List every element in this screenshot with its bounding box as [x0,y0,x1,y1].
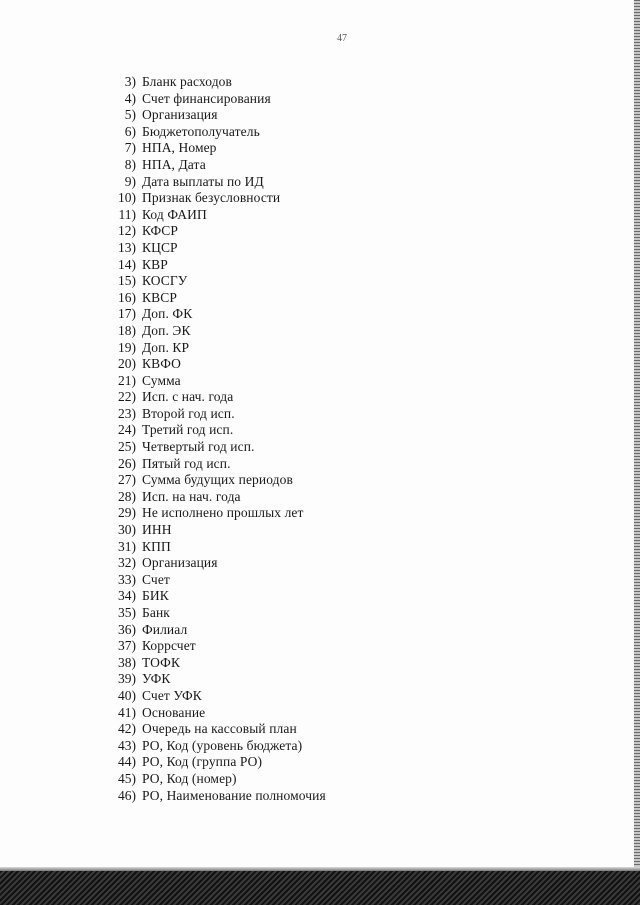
list-item-number: 41) [118,704,136,720]
list-item-text: Признак безусловности [142,190,281,206]
list-item-number: 23) [118,405,136,421]
list-item [100,273,326,290]
list-item [100,422,326,439]
list-item-number: 18) [118,322,136,338]
list-item [100,555,326,572]
list-item-number: 6) [124,123,136,139]
list-item [100,389,326,406]
list-item-number: 39) [118,671,136,687]
list-item [100,340,326,357]
list-item [100,655,326,672]
list-item [100,174,326,191]
list-item [100,605,326,622]
list-item-text: Доп. ФК [142,306,193,322]
list-item-number: 13) [118,239,136,255]
list-item-text: Сумма будущих периодов [142,472,293,488]
list-item-text: ТОФК [142,654,181,670]
list-item [100,124,326,141]
list-item-text: КВСР [142,289,177,305]
list-item-number: 19) [118,339,136,355]
list-item-text: ИНН [142,522,172,538]
list-item [100,638,326,655]
list-item [100,290,326,307]
list-item-number: 31) [118,538,136,554]
list-item-text: Код ФАИП [142,206,207,222]
list-item-number: 4) [124,90,136,106]
list-item-text: РО, Код (номер) [142,770,237,786]
list-item-text: БИК [142,588,169,604]
list-item-number: 44) [118,754,136,770]
list-item [100,356,326,373]
list-item [100,91,326,108]
list-item-text: Бюджетополучатель [142,123,260,139]
list-item-number: 28) [118,488,136,504]
list-item-number: 37) [118,638,136,654]
list-item-number: 43) [118,737,136,753]
list-item-number: 17) [118,306,136,322]
list-item [100,671,326,688]
list-item [100,140,326,157]
list-item-text: КФСР [142,223,178,239]
list-item-number: 32) [118,555,136,571]
list-item-text: КПП [142,538,171,554]
list-item-text: Филиал [142,621,188,637]
list-item [100,738,326,755]
list-item [100,107,326,124]
list-item-text: Четвертый год исп. [142,439,255,455]
list-item-number: 10) [118,190,136,206]
list-item-text: Очередь на кассовый план [142,721,297,737]
list-item-text: Сумма [142,372,181,388]
list-item-number: 5) [124,107,136,123]
list-item-text: РО, Наименование полномочия [142,787,326,803]
list-item [100,323,326,340]
list-item-text: КОСГУ [142,273,188,289]
field-list [100,74,326,804]
list-item [100,456,326,473]
list-item-number: 29) [118,505,136,521]
list-item-number: 42) [118,721,136,737]
list-item-text: Дата выплаты по ИД [142,173,264,189]
list-item [100,539,326,556]
list-item-text: Счет УФК [142,687,202,703]
list-item-number: 12) [118,223,136,239]
list-item-text: РО, Код (уровень бюджета) [142,737,303,753]
list-item-number: 7) [124,140,136,156]
list-item-number: 40) [118,687,136,703]
list-item-text: КЦСР [142,239,178,255]
list-item-text: Пятый год исп. [142,455,231,471]
list-item [100,157,326,174]
list-item-number: 27) [118,472,136,488]
list-item-text: Банк [142,605,170,620]
list-item [100,223,326,240]
list-item-number: 36) [118,621,136,637]
list-item-text: Третий год исп. [142,422,234,438]
list-item-text: Второй год исп. [142,405,235,421]
list-item-text: УФК [142,671,171,687]
list-item [100,439,326,456]
list-item [100,588,326,605]
list-item-text: Бланк расходов [142,74,233,89]
list-item [100,190,326,207]
list-item [100,522,326,539]
page-number: 47 [337,33,347,44]
list-item-text: НПА, Дата [142,156,206,172]
list-item [100,771,326,788]
list-item [100,472,326,489]
list-item-number: 21) [118,372,136,388]
list-item-text: Исп. с нач. года [142,389,234,405]
list-item [100,688,326,705]
list-item-number: 3) [124,74,136,89]
list-item-text: Не исполнено прошлых лет [142,505,304,521]
list-item [100,406,326,423]
list-item-number: 38) [118,654,136,670]
list-item [100,207,326,224]
list-item [100,754,326,771]
list-item-text: Доп. КР [142,339,190,355]
list-item-text: Организация [142,555,218,571]
list-item [100,721,326,738]
list-item-number: 11) [118,206,136,222]
list-item [100,257,326,274]
list-item-text: КВФО [142,356,181,372]
list-item-text: Основание [142,704,206,720]
list-item [100,572,326,589]
list-item-text: Коррсчет [142,638,196,654]
list-item-number: 16) [118,289,136,305]
list-item-text: Организация [142,107,218,123]
list-item-number: 34) [118,588,136,604]
list-item-text: КВР [142,256,168,272]
list-item-number: 24) [118,422,136,438]
list-item-number: 46) [118,787,136,803]
list-item-text: Счет [142,571,170,587]
list-item-number: 9) [124,173,136,189]
list-item-number: 33) [118,571,136,587]
list-item-number: 45) [118,770,136,786]
list-item [100,505,326,522]
list-item-number: 8) [124,156,136,172]
list-item [100,306,326,323]
list-item-number: 14) [118,256,136,272]
list-item-number: 25) [118,439,136,455]
list-item [100,74,326,91]
scan-bottom-band [0,871,640,905]
list-item [100,705,326,722]
list-item-number: 20) [118,356,136,372]
list-item [100,788,326,805]
list-item [100,622,326,639]
list-item [100,373,326,390]
scan-right-edge [634,0,640,880]
list-item-text: Счет финансирования [142,90,271,106]
list-item-text: НПА, Номер [142,140,217,156]
list-item-number: 35) [118,605,136,620]
list-item-number: 15) [118,273,136,289]
list-item-number: 30) [118,522,136,538]
list-item [100,240,326,257]
list-item-number: 26) [118,455,136,471]
list-item-text: Исп. на нач. года [142,488,241,504]
list-item-text: Доп. ЭК [142,322,191,338]
list-item [100,489,326,506]
list-item-text: РО, Код (группа РО) [142,754,263,770]
list-item-number: 22) [118,389,136,405]
